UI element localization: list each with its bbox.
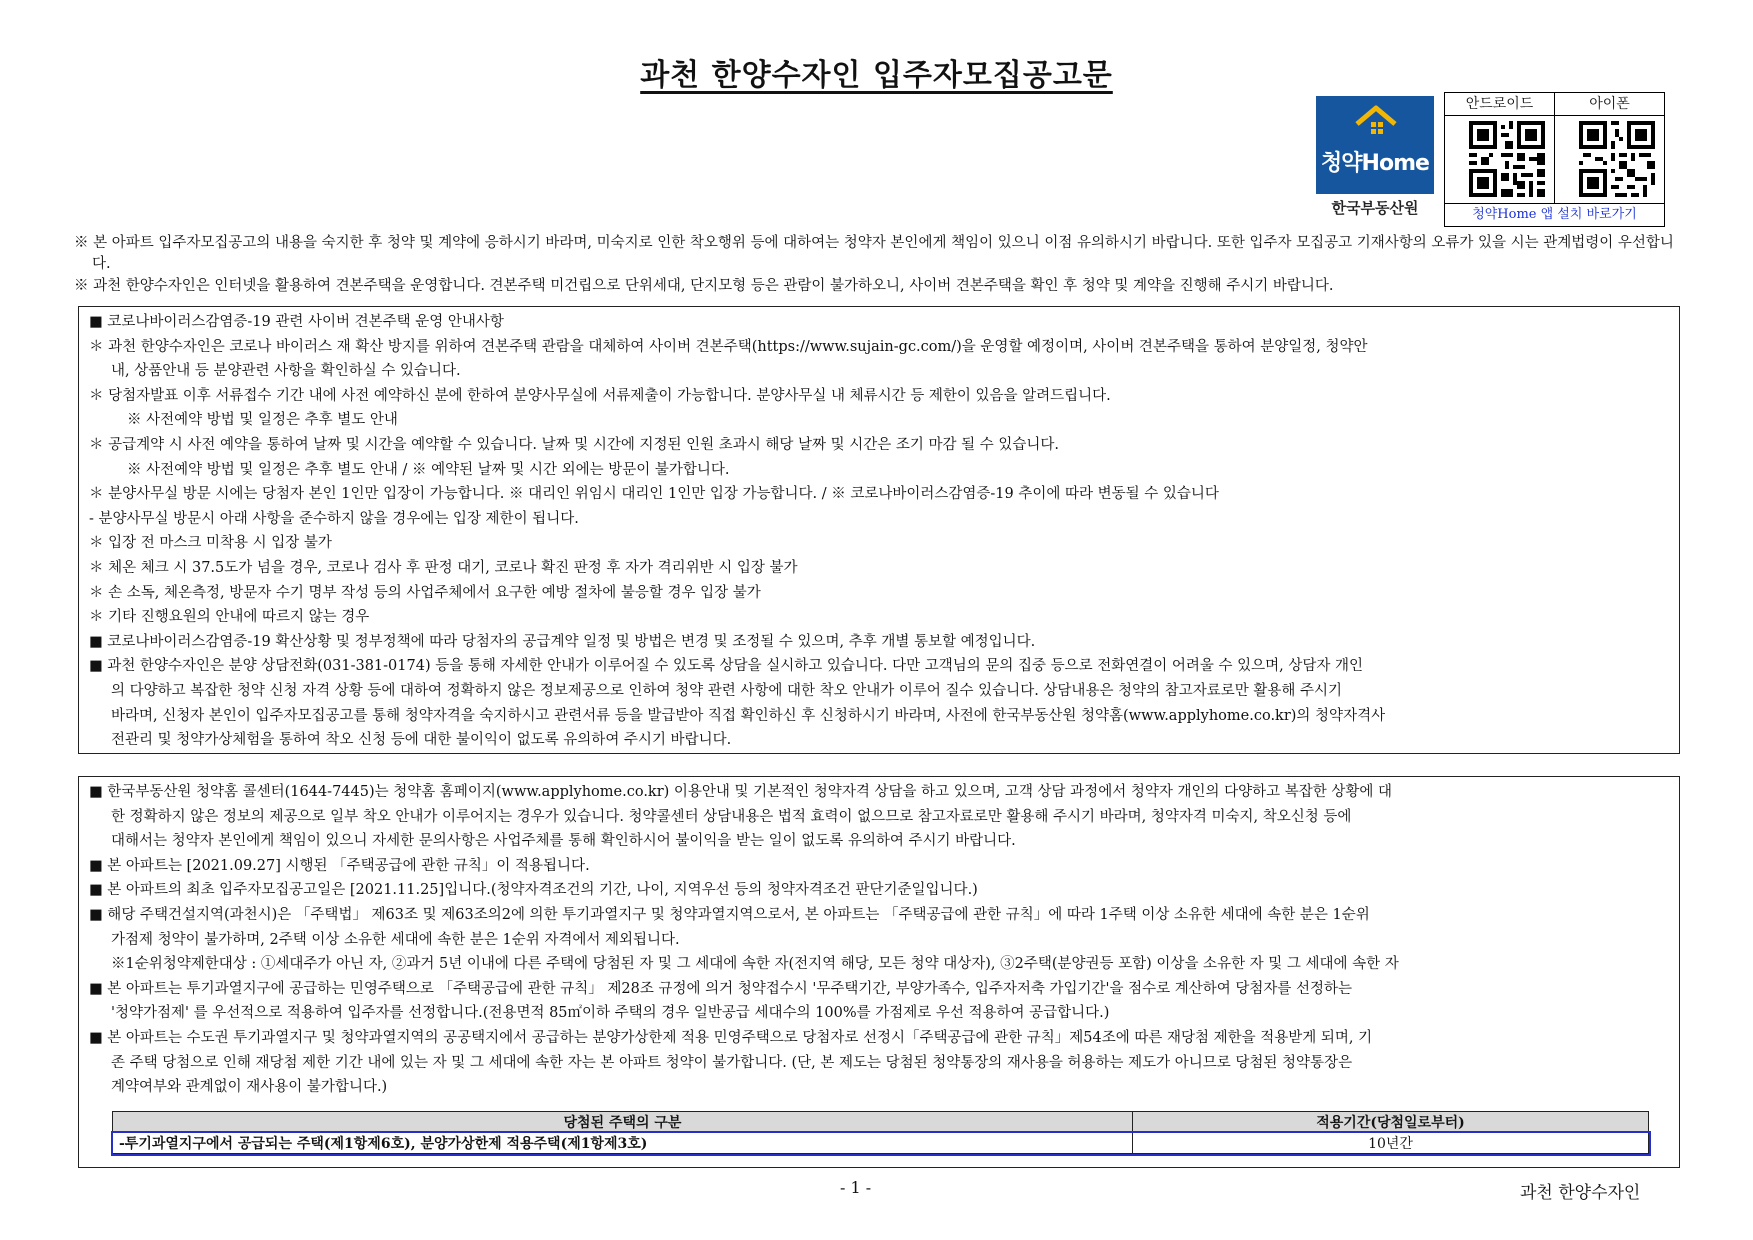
box1-line: ＊ 당첨자발표 이후 서류접수 기간 내에 사전 예약하신 분에 한하여 분양사무실에 서류제출이 가능합니다. 분양사무실 내 체류시간 등 제한이 있음을 알려드립니다.: [89, 387, 1111, 404]
box1-line: 전관리 및 청약가상체험을 통하여 착오 신청 등에 대한 불이익이 없도록 유의하여 주시기 바랍니다.: [111, 732, 732, 749]
android-qr-code-icon[interactable]: [1469, 121, 1545, 197]
applyhome-logo: [1316, 96, 1434, 222]
box1-line: ＊ 공급계약 시 사전 예약을 통하여 날짜 및 시간을 예약할 수 있습니다. 날짜 및 시간에 지정된 인원 초과시 해당 날짜 및 시간은 조기 마감 될 수 있습니다.: [89, 436, 1059, 453]
box1-line: ＊ 분양사무실 방문 시에는 당첨자 본인 1인만 입장이 가능합니다. ※ 대리인 위임시 대리인 1인만 입장 가능합니다. / ※ 코로나바이러스감염증-19 추이에 따라 변동될 수 있습니다: [89, 486, 1219, 503]
box1-line: ＊ 과천 한양수자인은 코로나 바이러스 재 확산 방지를 위하여 견본주택 관람을 대체하여 사이버 견본주택(https://www.sujain-gc.com/)을 운영할 예정이며, 사이버 견본주택을 통하여 분양일정, 청약안: [89, 338, 1368, 355]
table-header-row: [113, 1112, 1649, 1133]
qr-code-box: [1444, 92, 1665, 227]
box1-line: 의 다양하고 복잡한 청약 신청 자격 상황 등에 대하여 정확하지 않은 정보제공으로 인하여 청약 관련 사항에 대한 착오 안내가 이루어 질수 있습니다. 상담내용은 청약의 참고자료로만 활용해 주시기: [111, 682, 1342, 699]
box1-line: ＊ 체온 체크 시 37.5도가 넘을 경우, 코로나 검사 후 판정 대기, 코로나 확진 판정 후 자가 격리위반 시 입장 불가: [89, 559, 798, 576]
qr-label-iphone: 아이폰: [1555, 93, 1664, 116]
box2-line: ■ 본 아파트는 [2021.09.27] 시행된 「주택공급에 관한 규칙」이 적용됩니다.: [89, 857, 590, 874]
box1-line: 바라며, 신청자 본인이 입주자모집공고를 통해 청약자격을 숙지하시고 관련서류 등을 발급받아 직접 확인하신 후 신청하시기 바라며, 사전에 한국부동산원 청약홈(www.applyhome.co.kr)의 청약자격사: [111, 707, 1386, 724]
box1-line: ＊ 입장 전 마스크 미착용 시 입장 불가: [89, 535, 332, 552]
box2-line: 대해서는 청약자 본인에게 책임이 있으니 자세한 문의사항은 사업주체를 통해 확인하시어 불이익을 받는 일이 없도록 유의하여 주시기 바랍니다.: [111, 833, 1016, 850]
box1-line: 내, 상품안내 등 분양관련 사항을 확인하실 수 있습니다.: [111, 363, 461, 380]
top-notes: [74, 233, 1674, 298]
table-row: [113, 1133, 1649, 1154]
footer-project-name: 과천 한양수자인: [1520, 1183, 1641, 1203]
callcenter-rules-box: [78, 776, 1680, 1168]
box2-line: 계약여부와 관계없이 재사용이 불가합니다.): [111, 1079, 388, 1096]
page-title: 과천 한양수자인 입주자모집공고문: [640, 58, 1113, 93]
box1-line: ■ 과천 한양수자인은 분양 상담전화(031-381-0174) 등을 통해 자세한 안내가 이루어질 수 있도록 상담을 실시하고 있습니다. 다만 고객님의 문의 집중 등으로 전화연결이 어려울 수 있으며, 상담자 개인: [89, 658, 1364, 675]
box2-line: '청약가점제' 를 우선적으로 적용하여 입주자를 선정합니다.(전용면적 85㎡이하 주택의 경우 일반공급 세대수의 100%를 가점제로 우선 적용하여 공급합니다.): [111, 1005, 1110, 1022]
note-2: ※ 과천 한양수자인은 인터넷을 활용하여 견본주택을 운영합니다. 견본주택 미건립으로 단위세대, 단지모형 등은 관람이 불가하오니, 사이버 견본주택을 확인 후 청약 및 계약을 진행해 주시기 바랍니다.: [74, 278, 1334, 294]
box2-line: ■ 본 아파트의 최초 입주자모집공고일은 [2021.11.25]입니다.(청약자격조건의 기간, 나이, 지역우선 등의 청약자격조건 판단기준일입니다.): [89, 882, 978, 899]
table-header-cell: 적용기간(당첨일로부터): [1133, 1112, 1649, 1133]
table-header-cell: 당첨된 주택의 구분: [113, 1112, 1133, 1133]
box1-line: ■ 코로나바이러스감염증-19 관련 사이버 견본주택 운영 안내사항: [89, 314, 504, 330]
page-number: - 1 -: [840, 1178, 872, 1197]
box1-line: ■ 코로나바이러스감염증-19 확산상황 및 정부정책에 따라 당첨자의 공급계약 일정 및 방법은 변경 및 조정될 수 있으며, 추후 개별 통보할 예정입니다.: [89, 633, 1036, 650]
rewin-restriction-table: [112, 1111, 1649, 1154]
box1-line: ※ 사전예약 방법 및 일정은 추후 별도 안내 / ※ 예약된 날짜 및 시간 외에는 방문이 불가합니다.: [127, 461, 730, 478]
iphone-qr-code-icon[interactable]: [1579, 121, 1655, 197]
box2-line: 가점제 청약이 불가하며, 2주택 이상 소유한 세대에 속한 분은 1순위 자격에서 제외됩니다.: [111, 931, 680, 948]
box2-line: ■ 한국부동산원 청약홈 콜센터(1644-7445)는 청약홈 홈페이지(www.applyhome.co.kr) 이용안내 및 기본적인 청약자격 상담을 하고 있으며, 고객 상담 과정에서 청약자 개인의 다양하고 복잡한 상황에 대: [89, 784, 1392, 800]
box1-line: - 분양사무실 방문시 아래 사항을 준수하지 않을 경우에는 입장 제한이 됩니다.: [89, 510, 579, 527]
note-1: ※ 본 아파트 입주자모집공고의 내용을 숙지한 후 청약 및 계약에 응하시기 바라며, 미숙지로 인한 착오행위 등에 대하여는 청약자 본인에게 책임이 있으니 이점 유의하시기 바랍니다. 또한 입주자 모집공고 기재사항의 오류가 있을 시는 관계법령이 우선합니다.: [74, 235, 1674, 272]
app-install-link[interactable]: 청약Home 앱 설치 바로가기: [1445, 203, 1664, 226]
box2-line: 한 정확하지 않은 정보의 제공으로 일부 착오 안내가 이루어지는 경우가 있습니다. 청약콜센터 상담내용은 법적 효력이 없으므로 참고자료로만 활용해 주시기 바라며, 청약자격 미숙지, 착오신청 등에: [111, 808, 1352, 825]
box2-line: ※1순위청약제한대상 : ①세대주가 아닌 자, ②과거 5년 이내에 다른 주택에 당첨된 자 및 그 세대에 속한 자(전지역 해당, 모든 청약 대상자), ③2주택(분양권등 포함) 이상을 소유한 자 및 그 세대에 속한 자: [111, 956, 1399, 973]
box2-line: ■ 본 아파트는 투기과열지구에 공급하는 민영주택으로 「주택공급에 관한 규칙」 제28조 규정에 의거 청약접수시 '무주택기간, 부양가족수, 입주자저축 가입기간'을 점수로 계산하여 당첨자를 선정하는: [89, 980, 1353, 997]
table-cell: 10년간: [1133, 1133, 1649, 1154]
qr-label-android: 안드로이드: [1445, 93, 1554, 116]
box2-line: 존 주택 당첨으로 인해 재당첨 제한 기간 내에 있는 자 및 그 세대에 속한 자는 본 아파트 청약이 불가합니다. (단, 본 제도는 당첨된 청약통장의 재사용을 허용하는 제도가 아니므로 당첨된 청약통장은: [111, 1054, 1353, 1071]
box1-line: ＊ 손 소독, 체온측정, 방문자 수기 명부 작성 등의 사업주체에서 요구한 예방 절차에 불응할 경우 입장 불가: [89, 584, 761, 601]
table-cell: -투기과열지구에서 공급되는 주택(제1항제6호), 분양가상한제 적용주택(제1항제3호): [113, 1133, 1133, 1154]
house-icon: [1354, 104, 1398, 138]
logo-brand: 청약Home: [1321, 151, 1429, 176]
box2-line: ■ 본 아파트는 수도권 투기과열지구 및 청약과열지역의 공공택지에서 공급하는 분양가상한제 적용 민영주택으로 당첨자로 선정시「주택공급에 관한 규칙」제54조에 따른 재당첨 제한을 적용받게 되며, 기: [89, 1029, 1373, 1046]
box1-line: ※ 사전예약 방법 및 일정은 추후 별도 안내: [127, 412, 398, 429]
box2-line: ■ 해당 주택건설지역(과천시)은 「주택법」 제63조 및 제63조의2에 의한 투기과열지구 및 청약과열지역으로서, 본 아파트는 「주택공급에 관한 규칙」에 따라 1주택 이상 소유한 세대에 속한 분은 1순위: [89, 906, 1370, 923]
covid-info-box: [78, 306, 1680, 754]
logo-org: 한국부동산원: [1331, 199, 1419, 217]
box1-line: ＊ 기타 진행요원의 안내에 따르지 않는 경우: [89, 609, 370, 626]
